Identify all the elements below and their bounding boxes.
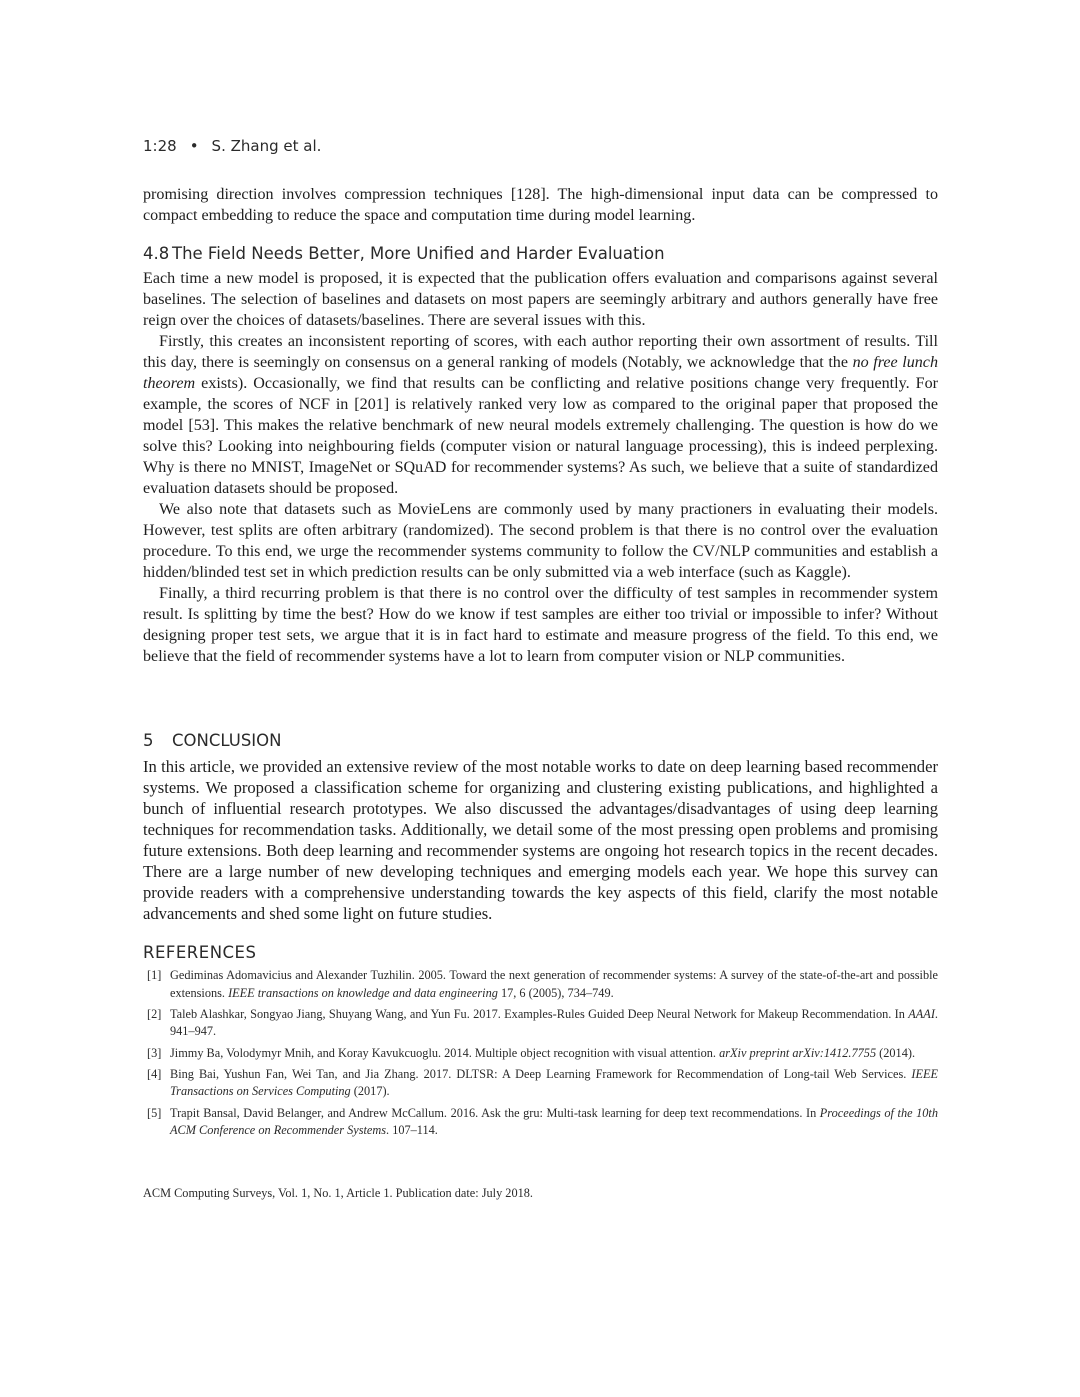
section-number: 4.8 [143,244,170,263]
reference-text: Jimmy Ba, Volodymyr Mnih, and Koray Kavukcuoglu. 2014. Multiple object recognition with visual attention. [170,1045,720,1060]
reference-venue: AAAI [908,1006,935,1021]
reference-number: [3] [147,1045,162,1060]
paragraph [143,331,938,499]
paragraph: Each time a new model is proposed, it is expected that the publication offers evaluation and comparisons against several baselines. The selection of baselines and datasets on most papers are seemingly arbitrary and authors generally have free reign over the choices of datasets/baselines. There are several issues with this. [143,270,938,329]
text-run: exists). Occasionally, we find that results can be conflicting and relative positions change very frequently. For example, the scores of NCF in [201] is relatively ranked very low as compared to the original paper that proposed the model [53]. This makes the relative benchmark of new neural models extremely challenging. The question is how do we solve this? Looking into neighbouring fields (computer vision or natural language processing), this is indeed perplexing. Why is there no MNIST, ImageNet or SQuAD for recommender systems? As such, we believe that a suite of standardized evaluation datasets should be proposed. [143,375,938,497]
reference-text: . 941–947. [170,1006,938,1039]
reference-text: Bing Bai, Yushun Fan, Wei Tan, and Jia Zhang. 2017. DLTSR: A Deep Learning Framework for Recommendation of Long-tail Web Services. [170,1066,912,1081]
emphasis-text: no free lunch theorem [143,354,938,392]
reference-text: (2014). [876,1045,916,1060]
reference-venue: IEEE Transactions on Services Computing [170,1066,938,1099]
reference-item [143,1006,938,1041]
section-5-heading [143,731,938,750]
running-header [143,137,321,155]
reference-venue: Proceedings of the 10th ACM Conference on Recommender Systems [170,1105,938,1138]
reference-venue: arXiv preprint arXiv:1412.7755 [719,1045,877,1060]
page-footer: ACM Computing Surveys, Vol. 1, No. 1, Article 1. Publication date: July 2018. [143,1186,533,1200]
reference-venue: IEEE transactions on knowledge and data engineering [228,985,498,1000]
intro-block [143,184,938,226]
paragraph: In this article, we provided an extensive review of the most notable works to date on deep learning based recommender systems. We proposed a classification scheme for organizing and clustering existing publications, and highlighted a bunch of influential research prototypes. We also discussed the advantages/disadvantages of using deep learning techniques for recommendation tasks. Additionally, we detail some of the most pressing open problems and promising future extensions. Both deep learning and recommender systems are ongoing hot research topics in the recent decades. There are a large number of new developing techniques and emerging models each year. We hope this survey can provide readers with a comprehensive understanding towards the key aspects of this field, clarify the most notable advancements and shed some light on future studies. [143,757,938,923]
reference-text: 17, 6 (2005), 734–749. [497,985,614,1000]
reference-text: Gediminas Adomavicius and Alexander Tuzhilin. 2005. Toward the next generation of recommender systems: A survey of the state-of-the-art and possible extensions. [170,968,938,1000]
text-run: Firstly, this creates an inconsistent reporting of scores, with each author reporting their own assortment of results. Till this day, there is seemingly on consensus on a general ranking of models (Notably, we acknowledge that the [143,333,938,371]
reference-item [143,1105,938,1140]
reference-item [143,1066,938,1101]
section-title: CONCLUSION [172,731,282,750]
reference-item [143,967,938,1002]
section-number: 5 [143,731,154,750]
section-5 [143,731,938,924]
references-heading: REFERENCES [143,943,257,962]
section-4-8-heading [143,244,938,263]
reference-number: [5] [147,1105,162,1120]
paragraph: We also note that datasets such as MovieLens are commonly used by many practioners in evaluating their models. However, test splits are often arbitrary (randomized). The second problem is that there is no control over the evaluation procedure. To this end, we urge the recommender systems community to follow the CV/NLP communities and establish a hidden/blinded test set in which prediction results can be only submitted via a web interface (such as Kaggle). [143,501,938,581]
section-4-8 [143,244,938,667]
reference-number: [2] [147,1006,162,1021]
reference-number: [1] [147,968,162,982]
intro-paragraph: promising direction involves compression techniques [128]. The high-dimensional input data can be compressed to compact embedding to reduce the space and computation time during model learning. [143,186,938,224]
reference-text: . 107–114. [386,1123,438,1138]
header-authors: S. Zhang et al. [211,137,322,155]
paragraph: Finally, a third recurring problem is that there is no control over the difficulty of test samples in recommender system result. Is splitting by time the best? How do we know if test samples are either too trivial or impossible to infer? Without designing proper test sets, we argue that it is in fact hard to estimate and measure progress of the field. To this end, we believe that the field of recommender systems have a lot to learn from computer vision or NLP communities. [143,585,938,665]
references-section [143,943,938,1143]
reference-number: [4] [147,1066,162,1081]
reference-text: (2017). [350,1084,390,1099]
page-label: 1:28 [143,137,177,155]
reference-text: Taleb Alashkar, Songyao Jiang, Shuyang Wang, and Yun Fu. 2017. Examples-Rules Guided Deep Neural Network for Makeup Recommendation. In [170,1006,909,1021]
reference-item [143,1045,938,1063]
reference-text: Trapit Bansal, David Belanger, and Andrew McCallum. 2016. Ask the gru: Multi-task learning for deep text recommendations. In [170,1105,820,1120]
header-separator: • [189,137,199,155]
reference-list [143,967,938,1140]
section-title: The Field Needs Better, More Unified and Harder Evaluation [172,244,665,263]
